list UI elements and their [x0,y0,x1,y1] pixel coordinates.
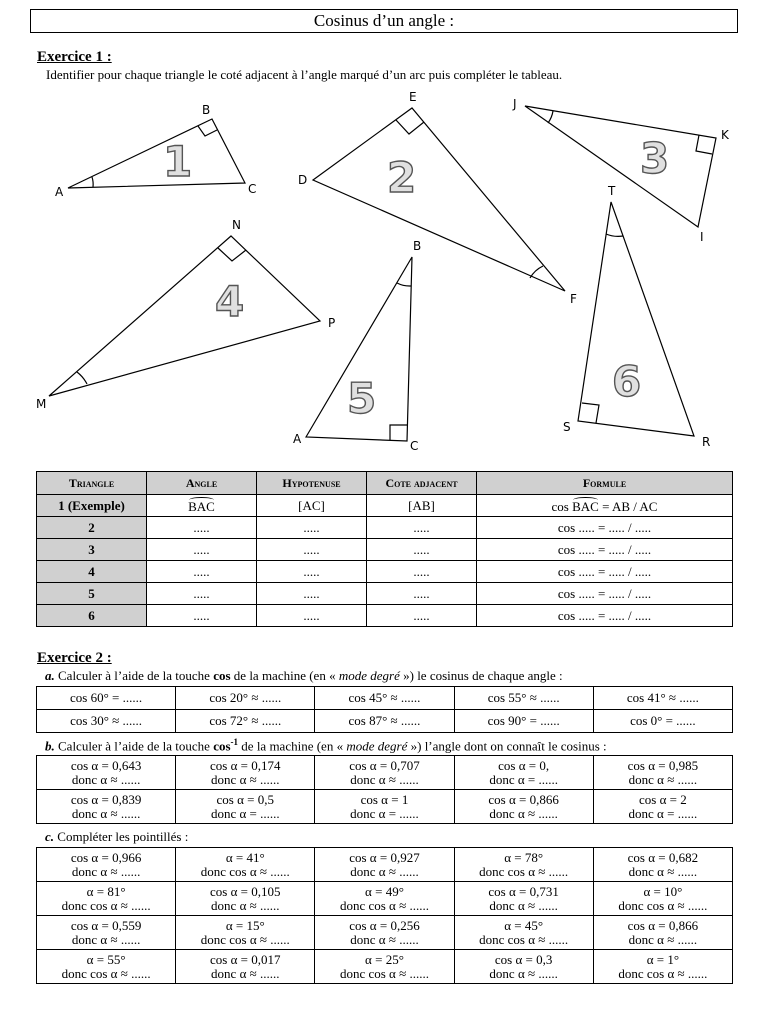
table-row-example [37,495,733,517]
vertex-label: N [232,218,241,232]
grid-cell-given: cos α = 1 [360,791,409,807]
vertex-label: A [293,432,302,446]
vertex-label: F [570,292,577,306]
grid-cell-answer: donc α ≈ ...... [489,805,558,821]
exercise-1-instruction: Identifier pour chaque triangle le coté adjacent à l’angle marqué d’un arc puis compléter le tableau. [46,67,563,82]
grid-row [37,882,733,916]
table-row [37,605,733,627]
grid-cell-answer: donc cos α ≈ ...... [61,965,151,981]
row-hypotenuse: ..... [257,583,367,605]
vertex-label: K [721,128,729,142]
triangles-figure [0,0,768,470]
vertex-label: S [563,420,571,434]
grid-cell: cos 55° ≈ ...... [454,687,593,710]
grid-cell: cos 90° = ...... [454,710,593,733]
grid-cell-given: α = 78° [504,849,544,865]
grid-cell-answer: donc cos α ≈ ...... [200,863,290,879]
grid-cell-answer: donc α = ...... [628,805,698,821]
vertex-label: T [608,184,616,198]
table-header-row [37,472,733,495]
grid-cell-given: cos α = 0,707 [349,757,420,773]
grid-cell-answer: donc α ≈ ...... [71,805,141,821]
grid-cell-given: cos α = 0, [498,757,550,773]
grid-cell-answer: donc cos α ≈ ...... [339,897,429,913]
grid-row [37,916,733,950]
row-triangle-number: 5 [37,583,147,605]
angle-arc-1 [92,177,93,187]
grid-cell-given: cos α = 0,017 [210,951,281,967]
table-row [37,561,733,583]
triangle-table [36,471,733,627]
grid-cell [37,790,176,824]
grid-cell: cos 60° = ...... [37,687,176,710]
grid-cell-answer: donc cos α ≈ ...... [618,897,708,913]
grid-cell-answer: donc cos α ≈ ...... [479,931,569,947]
row-adjacent: ..... [367,605,477,627]
grid-cell: cos 41° ≈ ...... [593,687,732,710]
grid-cell: cos 72° ≈ ...... [176,710,315,733]
vertex-label: J [513,97,517,111]
right-angle-mark-2 [396,120,424,134]
table-row [37,517,733,539]
instruction-a: a. Calculer à l’aide de la touche cos de la machine (en « mode degré ») le cosinus de chaque angle : [45,668,563,683]
triangle-4 [49,236,320,396]
row-triangle-number: 4 [37,561,147,583]
vertex-label: I [700,230,704,244]
angle-arc-5 [397,283,411,286]
row-triangle-number: 3 [37,539,147,561]
grid-row [37,950,733,984]
grid-cell-answer: donc α = ...... [489,771,558,787]
row-angle: ..... [147,539,257,561]
grid-cell-answer: donc α ≈ ...... [350,931,419,947]
grid-cell [315,950,454,984]
row-adjacent: ..... [367,517,477,539]
table-row [37,539,733,561]
grid-cell-answer: donc α = ...... [350,805,419,821]
exercise-2-heading: Exercice 2 : [37,650,112,666]
vertex-label: D [298,173,308,187]
row-formula: cos ..... = ..... / ..... [477,605,733,627]
grid-cell-given: cos α = 0,839 [70,791,142,807]
grid-cell-given: α = 15° [225,917,265,933]
grid-cell-given: cos α = 0,682 [627,849,699,865]
example-label: 1 (Exemple) [37,495,147,517]
grid-cell [454,790,593,824]
row-hypotenuse: ..... [257,605,367,627]
right-angle-mark-5 [390,425,407,440]
table-row [37,583,733,605]
triangle-2 [313,108,565,291]
header-triangle: Triangle [37,472,147,495]
row-angle: ..... [147,561,257,583]
grid-cell-given: cos α = 0,256 [349,917,420,933]
triangle-number-6: 6 [612,357,642,406]
grid-cell [454,848,593,882]
grid-cell: cos 0° = ...... [593,710,732,733]
grid-cell-answer: donc α = ...... [210,805,280,821]
angle-arc-6 [606,234,623,236]
right-angle-mark-3 [696,135,712,154]
grid-cell-answer: donc α ≈ ...... [350,771,419,787]
grid-cell: cos 20° ≈ ...... [176,687,315,710]
grid-cell-answer: donc cos α ≈ ...... [479,863,569,879]
grid-cell-answer: donc α ≈ ...... [71,863,141,879]
grid-cell [37,882,176,916]
grid-cell [593,790,732,824]
grid-cell: cos 45° ≈ ...... [315,687,454,710]
grid-cell [315,756,454,790]
grid-cell-given: α = 25° [365,951,404,967]
row-formula: cos ..... = ..... / ..... [477,561,733,583]
instruction-b: b. Calculer à l’aide de la touche $\cos^{-1}$ de la machine (en « mode degré ») l’angle dont on connaît le cosinus : [45,737,607,754]
grid-cell [454,882,593,916]
grid-cell [315,790,454,824]
grid-inverse-cos [36,755,733,824]
header-angle: Angle [147,472,257,495]
triangle-number-3: 3 [640,134,670,183]
grid-cell [176,950,315,984]
grid-cell-given: α = 55° [86,951,126,967]
row-formula: cos ..... = ..... / ..... [477,539,733,561]
grid-cell [37,848,176,882]
grid-cell [315,848,454,882]
grid-cell-answer: donc cos α ≈ ...... [339,965,429,981]
vertex-label: P [328,316,336,330]
grid-cell-given: cos α = 0,866 [627,917,699,933]
grid-cell-answer: donc α ≈ ...... [489,897,558,913]
grid-cell-answer: donc α ≈ ...... [211,965,280,981]
grid-cell: cos 30° ≈ ...... [37,710,176,733]
grid-cell: cos 87° ≈ ...... [315,710,454,733]
grid-cell-given: α = 41° [225,849,265,865]
grid-cell [315,916,454,950]
vertex-label: A [55,185,64,199]
page-title: Cosinus d’un angle : [30,9,738,33]
vertex-label: E [409,90,417,104]
grid-cell-given: cos α = 0,5 [216,791,275,807]
grid-cell-given: cos α = 0,731 [488,883,559,899]
row-formula: cos ..... = ..... / ..... [477,583,733,605]
grid-cell-answer: donc cos α ≈ ...... [618,965,708,981]
grid-cell-answer: donc α ≈ ...... [628,771,698,787]
grid-cell-answer: donc α ≈ ...... [628,863,698,879]
vertex-label: M [36,397,47,411]
row-angle: ..... [147,605,257,627]
vertex-label: B [413,239,422,253]
instruction-c: c. Compléter les pointillés : [45,829,189,844]
header-adjacent: Cote adjacent [367,472,477,495]
row-hypotenuse: ..... [257,539,367,561]
example-formula: cos BAC = AB / AC [477,495,733,517]
example-angle: BAC [147,495,257,517]
grid-cell [593,882,732,916]
vertex-label: R [702,435,711,449]
grid-cell-given: α = 49° [365,883,404,899]
grid-cell-given: cos α = 0,3 [494,951,553,967]
grid-cell-answer: donc cos α ≈ ...... [61,897,151,913]
row-adjacent: ..... [367,539,477,561]
grid-cell-given: α = 81° [86,883,126,899]
right-angle-mark-4 [218,248,246,261]
example-hypotenuse: [AC] [257,495,367,517]
grid-cell-given: α = 45° [504,917,544,933]
grid-cell [37,756,176,790]
row-hypotenuse: ..... [257,561,367,583]
row-angle: ..... [147,583,257,605]
triangle-number-4: 4 [215,277,245,326]
grid-cell [176,790,315,824]
vertex-label: C [410,439,419,453]
grid-cell-given: cos α = 0,966 [70,849,142,865]
grid-cell [593,756,732,790]
grid-row [37,687,733,710]
right-angle-mark-6 [582,403,599,423]
row-triangle-number: 6 [37,605,147,627]
triangle-number-5: 5 [347,374,377,423]
grid-cell [176,882,315,916]
grid-cell [454,950,593,984]
triangle-number-1: 1 [163,137,193,186]
grid-row [37,710,733,733]
grid-cell-given: cos α = 0,105 [210,883,281,899]
grid-cell-given: cos α = 0,559 [70,917,142,933]
right-angle-mark-1 [198,126,217,136]
grid-cell-given: α = 1° [646,951,680,967]
grid-cell-given: cos α = 0,643 [70,757,142,773]
grid-cell [176,848,315,882]
triangle-3 [525,106,716,227]
row-hypotenuse: ..... [257,517,367,539]
grid-cos-values [36,686,733,733]
angle-arc-4 [77,372,87,384]
grid-cell-answer: donc α ≈ ...... [71,771,141,787]
example-adjacent: [AB] [367,495,477,517]
grid-cell [454,916,593,950]
grid-complete-dots [36,847,733,984]
grid-row [37,756,733,790]
grid-cell [593,916,732,950]
grid-cell-answer: donc α ≈ ...... [489,965,558,981]
exercise-1-heading: Exercice 1 : [37,49,112,65]
vertex-label: B [202,103,211,117]
grid-cell-given: cos α = 0,927 [349,849,420,865]
row-angle: ..... [147,517,257,539]
grid-cell [454,756,593,790]
grid-cell [176,756,315,790]
header-formula: Formule [477,472,733,495]
grid-cell [593,950,732,984]
grid-cell [315,882,454,916]
grid-cell-given: cos α = 0,174 [210,757,281,773]
grid-cell-given: α = 10° [643,883,683,899]
grid-cell [37,916,176,950]
grid-cell [37,950,176,984]
row-formula: cos ..... = ..... / ..... [477,517,733,539]
row-adjacent: ..... [367,583,477,605]
header-hypotenuse: Hypotenuse [257,472,367,495]
row-triangle-number: 2 [37,517,147,539]
grid-cell [593,848,732,882]
grid-cell-given: cos α = 0,866 [488,791,559,807]
triangle-1 [68,119,245,188]
grid-cell-answer: donc α ≈ ...... [628,931,698,947]
grid-cell [176,916,315,950]
grid-row [37,848,733,882]
row-adjacent: ..... [367,561,477,583]
grid-cell-answer: donc cos α ≈ ...... [200,931,290,947]
grid-cell-answer: donc α ≈ ...... [211,771,280,787]
grid-cell-given: cos α = 2 [639,791,687,807]
grid-cell-given: cos α = 0,985 [627,757,699,773]
triangle-number-2: 2 [387,153,417,202]
angle-arc-3 [548,111,553,123]
grid-cell-answer: donc α ≈ ...... [211,897,280,913]
grid-cell-answer: donc α ≈ ...... [71,931,141,947]
grid-cell-answer: donc α ≈ ...... [350,863,419,879]
vertex-label: C [248,182,257,196]
grid-row [37,790,733,824]
